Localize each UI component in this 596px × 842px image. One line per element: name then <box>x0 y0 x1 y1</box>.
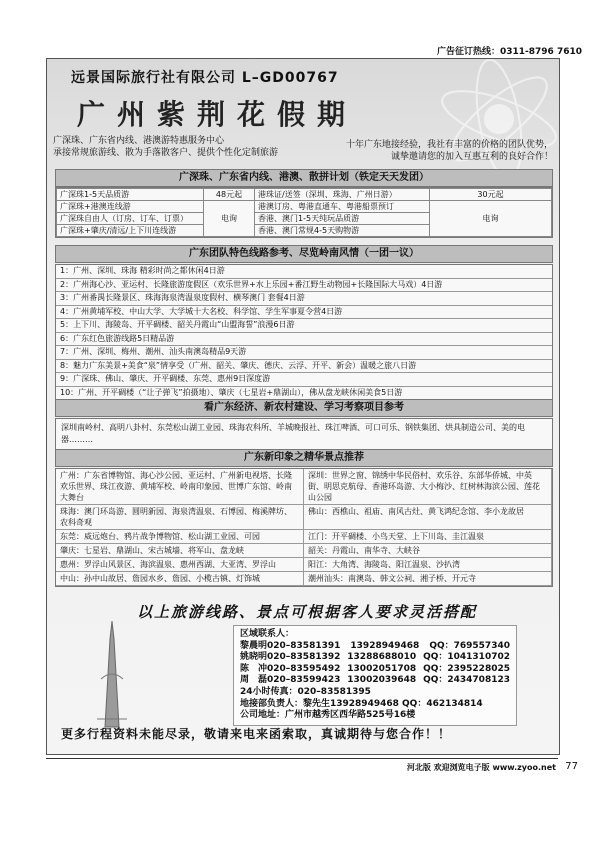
route-item: 6：广东红色旅游线路5日精品游 <box>56 333 552 347</box>
contact-mobile: 13288688010 <box>347 652 417 663</box>
contact-mobile: 13928949468 <box>350 640 420 651</box>
contact-ground-manager: 地接部负责人：黎先生13928949468 QQ：462134814 <box>240 698 483 709</box>
scatter-left-price: 48元起 <box>204 189 255 201</box>
section-header-routes: 广东团队特色线路参考、尽览岭南风情（一团一议） <box>55 245 553 263</box>
contact-qq: QQ：2395228025 <box>423 663 510 674</box>
contact-row <box>240 652 510 664</box>
page-footer-rule <box>46 758 558 759</box>
tagline-right-line: 诚挚邀请您的加入互惠互利的良好合作！ <box>390 152 553 162</box>
contacts-heading: 区域联系人： <box>240 629 295 639</box>
routes-list <box>55 264 553 400</box>
contact-row <box>240 641 510 653</box>
spot-cell: 韶关：丹霞山、南华寺、大峡谷 <box>304 544 552 558</box>
tagline-right-line: 十年广东地接经验，我社有丰富的价格的团队优势， <box>345 140 553 150</box>
contact-row <box>240 664 510 676</box>
scatter-right-item: 香港、澳门常规4-5天购物游 <box>255 225 430 237</box>
route-item: 8：魅力广东美景+美食“泉”情享受（广州、韶关、肇庆、德庆、云浮、开平、新会）温暖之旅八日游 <box>56 360 552 374</box>
route-item: 5：上下川、海陵岛、开平碉楼、韶关丹霞山“山盟海誓”浪漫6日游 <box>56 319 552 333</box>
contacts-panel <box>233 625 517 726</box>
flexible-slogan: 以上旅游线路、景点可根据客人要求灵活搭配 <box>137 603 478 621</box>
scatter-left-item: 广深珠+港澳连线游 <box>57 201 204 213</box>
route-item: 9：广深珠、佛山、肇庆、开平碉楼、东莞、惠州9日深度游 <box>56 373 552 387</box>
contact-address: 公司地址：广州市越秀区西华路525号16楼 <box>240 710 416 721</box>
spot-cell: 佛山：西樵山、祖庙、南风古灶、黄飞鸿纪念馆、李小龙故居 <box>304 505 552 530</box>
canton-tower-icon <box>77 619 147 729</box>
contact-name-phone: 姚晓明020–83581392 <box>240 652 341 663</box>
section-header-scatter: 广深珠、广东省内线、港澳、散拼计划（铁定天天发团） <box>55 169 553 187</box>
scatter-table <box>55 187 553 238</box>
spot-cell: 东莞：威远炮台、鸦片战争博物馆、松山湖工业园、可园 <box>56 530 304 544</box>
contact-name-phone: 黎晨明020–83581391 <box>240 640 341 651</box>
travel-ad-frame <box>46 58 560 755</box>
spots-grid <box>55 468 553 587</box>
spot-cell: 肇庆：七星岩、鼎湖山、宋古城墙、将军山、盘龙峡 <box>56 544 304 558</box>
scatter-right-item: 香港、澳门1-5天纯玩品质游 <box>255 213 430 225</box>
tagline-left-line: 广深珠、广东省内线、港澳游特惠服务中心 <box>53 136 225 146</box>
contact-fax: 24小时传真：020–83581395 <box>240 686 371 697</box>
route-item: 3：广州番禺长隆景区、珠海海泉湾温泉度假村、横琴澳门 套餐4日游 <box>56 292 552 306</box>
route-item: 1：广州、深圳、珠海 精彩时尚之都休闲4日游 <box>56 265 552 279</box>
section-header-study: 看广东经济、新农村建设、学习考察项目参考 <box>55 399 553 417</box>
route-item: 4：广州黄埔军校、中山大学、大学城十大名校、科学馆、学生军事夏令营4日游 <box>56 306 552 320</box>
scatter-right-item: 港澳订房、粤港直通车、粤港船票预订 <box>255 201 430 213</box>
bottom-slogan: 更多行程资料未能尽录，敬请来电来函索取，真诚期待与您合作！！ <box>61 727 452 741</box>
spot-cell: 中山：孙中山故居、詹园水乡、詹园、小榄古镇、灯饰城 <box>56 572 304 586</box>
scatter-left-phone: 电询 <box>204 201 255 237</box>
spot-cell: 潮州汕头：南澳岛、韩文公祠、湘子桥、开元寺 <box>304 572 552 586</box>
tagline-left <box>53 135 278 159</box>
study-box <box>55 418 553 450</box>
brand-title: 广州紫荆花假期 <box>77 98 358 131</box>
contact-mobile: 13002039648 <box>347 675 417 686</box>
spot-cell: 惠州：罗浮山风景区、海滨温泉、惠州西湖、大亚湾、罗浮山 <box>56 558 304 572</box>
page-number: 77 <box>565 761 578 772</box>
page-footer-text: 河北版 欢迎浏览电子版 www.zyoo.net <box>406 763 556 772</box>
contact-name-phone: 周 磊020–83599423 <box>240 675 341 686</box>
scatter-right-price: 30元起 <box>430 189 552 201</box>
scatter-right-phone: 电询 <box>430 201 552 237</box>
spot-cell: 珠海：澳门环岛游、圆明新园、海泉湾温泉、石博园、梅溪牌坊、农科奇观 <box>56 505 304 530</box>
contact-row <box>240 675 510 687</box>
scatter-right-item: 港珠证/送签（深圳、珠海、广州日游） <box>255 189 430 201</box>
scatter-left-item: 广深珠1-5天品质游 <box>57 189 204 201</box>
study-text: 深圳南岭村、高明八卦村、东莞松山湖工业园、珠海农科所、羊城晚报社、珠江啤酒、可口可乐、钢铁集团、烘具制造公司、美的电器……… <box>61 423 525 444</box>
contact-name-phone: 陈 冲020–83595492 <box>240 663 341 674</box>
tagline-left-line: 承接常规旅游线、散为手落散客户、提供个性化定制旅游 <box>53 148 279 158</box>
route-item: 10：广州、开平碉楼（“让子弹飞”拍摄地）、肇庆（七星岩+鼎湖山），佛从盘龙峡休闲美食5日游 <box>60 387 403 397</box>
ad-hotline: 广告征订热线：0311-8796 7610 <box>436 47 582 57</box>
spot-cell: 阳江：大角湾、海陵岛、阳江温泉、沙扒湾 <box>304 558 552 572</box>
contact-mobile: 13002051708 <box>347 663 417 674</box>
spot-cell: 江门：开平碉楼、小鸟天堂、上下川岛、圭江温泉 <box>304 530 552 544</box>
scatter-left-item: 广深珠+肇庆/清远/上下川连线游 <box>57 225 204 237</box>
tagline-right <box>346 139 553 163</box>
contact-qq: QQ：2434708123 <box>423 675 510 686</box>
spot-cell: 广州：广东省博物馆、海心沙公园、亚运村、广州新电视塔、长隆欢乐世界、珠江夜游、黄埔军校、岭南印象园、世博广东馆、岭南大舞台 <box>56 469 304 505</box>
spot-cell: 深圳：世界之窗、锦绣中华民俗村、欢乐谷、东部华侨城、中英街、明思克航母、香港环岛游、大小梅沙、红树林海滨公园、莲花山公园 <box>304 469 552 505</box>
company-name: 远景国际旅行社有限公司 L–GD00767 <box>71 70 339 86</box>
contact-qq: QQ：1041310702 <box>423 652 510 663</box>
route-item: 7：广州、深圳、梅州、潮州、汕头南澳岛精品9天游 <box>56 346 552 360</box>
section-header-spots: 广东新印象之精华景点推荐 <box>55 449 553 467</box>
contact-qq: QQ：769557340 <box>429 640 510 651</box>
scatter-left-item: 广深珠自由人（订房、订车、订票） <box>57 213 204 225</box>
route-item: 2：广州海心沙、亚运村、长隆旅游度假区（欢乐世界+水上乐园+番江野生动物园+长隆国际大马戏）4日游 <box>56 279 552 293</box>
